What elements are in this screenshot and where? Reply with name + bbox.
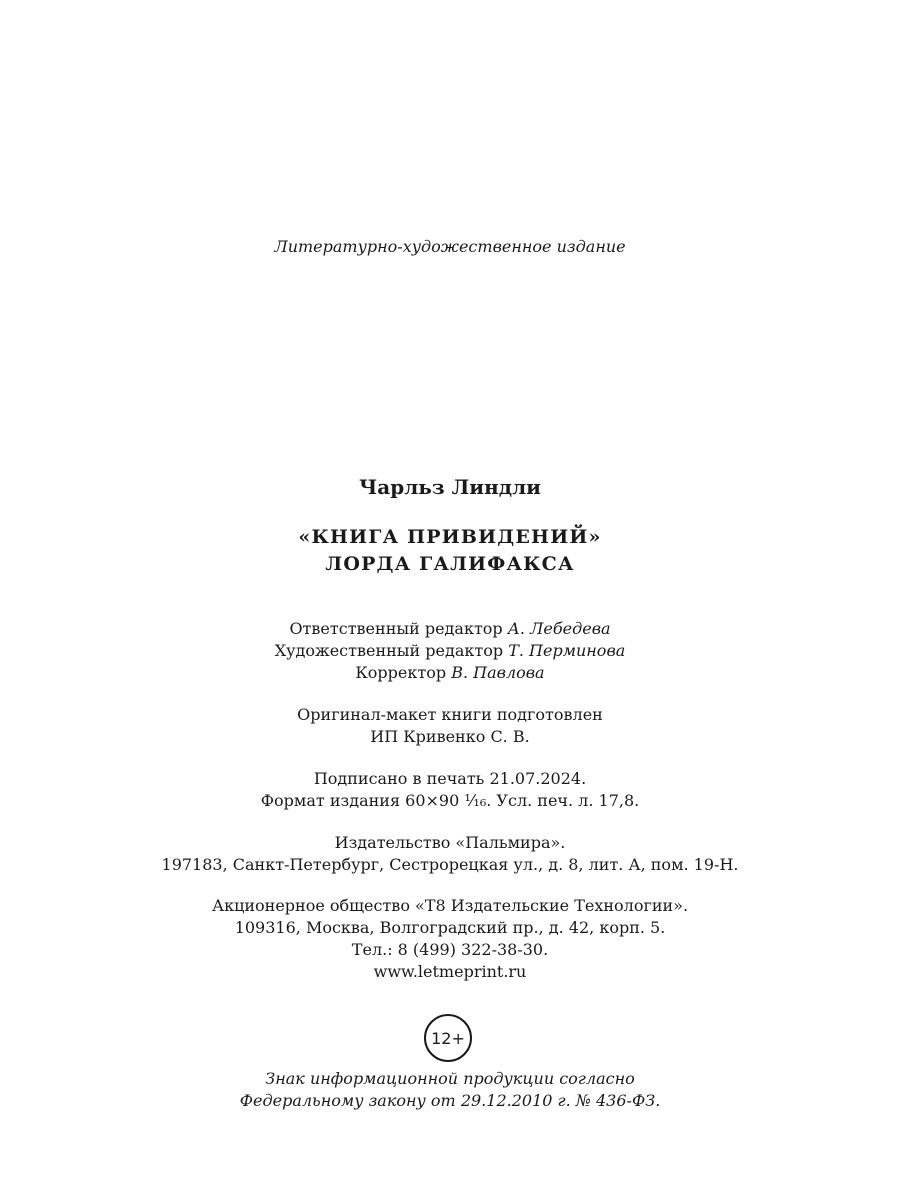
credit-art-editor [0,640,900,662]
age-notice-line-1: Знак информационной продукции согласно [265,1069,635,1088]
layout-credit-line-1: Оригинал-макет книги подготовлен [297,705,603,724]
layout-credit-line-2: ИП Кривенко С. В. [370,727,530,746]
publisher-name: Издательство «Пальмира». [334,833,566,852]
edition-type: Литературно-художественное издание [274,237,626,256]
credit-proofreader [0,662,900,684]
credit-person: Т. Перминова [508,641,626,660]
printer-website: www.letmeprint.ru [373,962,527,981]
credit-person: В. Павлова [451,663,545,682]
author-name: Чарльз Линдли [358,475,542,499]
publisher-address: 197183, Санкт-Петербург, Сестрорецкая ул., д. 8, лит. А, пом. 19-Н. [161,855,739,874]
book-title-line-2: ЛОРДА ГАЛИФАКСА [325,553,575,575]
credit-person: А. Лебедева [507,619,611,638]
age-rating-label: 12+ [431,1028,465,1048]
credit-executive-editor [0,618,900,640]
credit-role: Корректор [355,663,452,682]
print-format: Формат издания 60×90 ¹⁄₁₆. Усл. печ. л. 17,8. [260,791,640,810]
credit-role: Ответственный редактор [289,619,508,638]
print-signed-date: Подписано в печать 21.07.2024. [313,769,587,788]
printer-phone: Тел.: 8 (499) 322-38-30. [351,940,549,959]
book-title-line-1: «КНИГА ПРИВИДЕНИЙ» [298,526,602,548]
credit-role: Художественный редактор [274,641,509,660]
printer-name: Акционерное общество «Т8 Издательские Технологии». [211,896,689,915]
age-rating-badge [424,1014,472,1062]
age-notice-line-2: Федеральному закону от 29.12.2010 г. № 436-ФЗ. [239,1091,661,1110]
printer-address: 109316, Москва, Волгоградский пр., д. 42, корп. 5. [234,918,666,937]
